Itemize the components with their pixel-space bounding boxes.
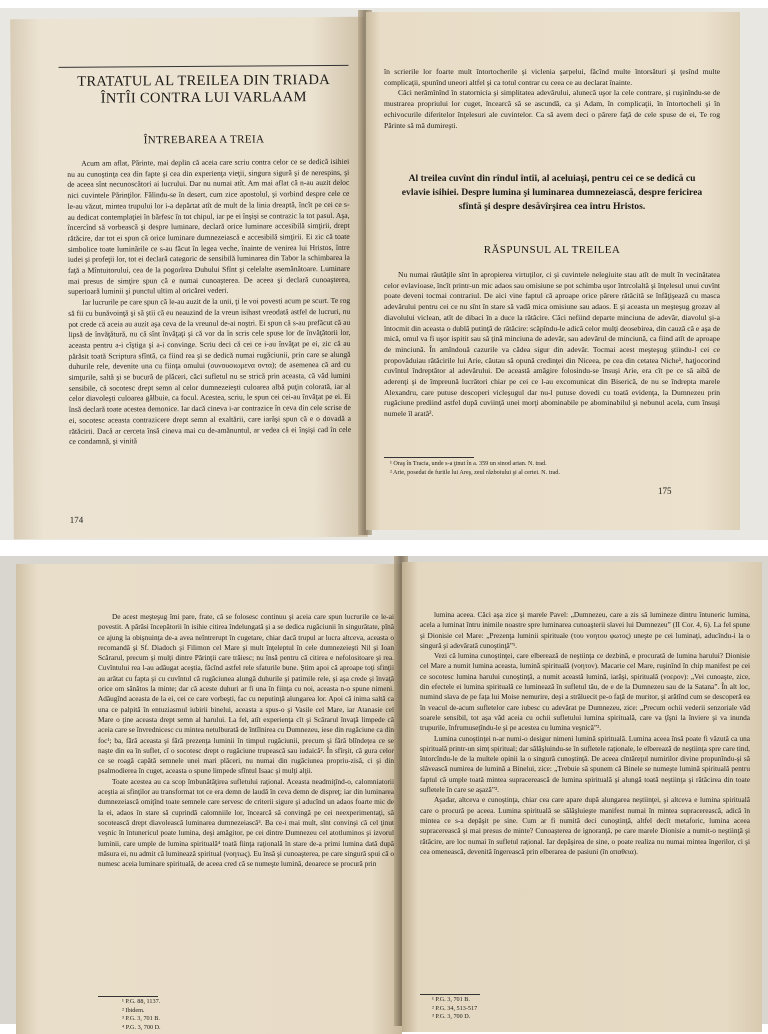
footnote: ⁴ P.G. 3, 700 D. bbox=[122, 1023, 161, 1031]
page-175 bbox=[366, 12, 740, 530]
page-177 bbox=[402, 562, 762, 1032]
page-176 bbox=[16, 564, 402, 1034]
footnote-rule bbox=[420, 994, 480, 995]
body-text bbox=[420, 610, 750, 857]
section-title: RĂSPUNSUL AL TREILEA bbox=[483, 244, 621, 256]
paragraph: Vezi că lumina cunoştinţei, care elberează de neştiinţa ce dezbină, e procurată de lumina harului? Dionisie cel Mare a numit lumina aceasta, lumină spirituală (νοητον). Macarie cel Mare, ruşinînd în chip manifest pe cei ce socotesc lumina harului cunoştinţă, a numit această lumină, iarăşi, spirituală (νοερον): „Vei cunoaşte, zice, din efectele ei lumina spirituală ce luminează în sufletul tău, de e de la Dumnezeu sau de la Satana”. În alt loc, numind slava de pe faţa lui Moise nemurire, deşi a străluecit pe-o faţă de muritor, şi arătînd cum se descoperă ea în veacul de-acum sufletelor care iubesc cu adevărat pe Dumnezeu, zice: „Precum ochii vederii senzoriale văd soarele sensibil, tot aşa văd aceia cu ochii sufletului lumina spirituală, care va ţîşni la înviere şi va inunda trupurile, înfrumuseţîndu-le şi pe acestea cu lumina veşnică”². bbox=[420, 651, 750, 733]
paragraph: Căci nerămînînd în statornicia şi simplitatea adevărului, alunecă uşor la cele contrare, şi ruşinîndu-se de mustrarea propriului lor cuget, încearcă să se ascundă, ca şi Adam, în complicaţii, în întortocheli şi în echivocurile diferitelor înţelesuri ale cuvintelor. Ca să avem deci o părere faţă de cele spuse de ei, Te rog Părinte să mă dumireşti. bbox=[384, 88, 720, 130]
paragraph: Nu numai răutăţile sînt în apropierea virtuţilor, ci şi cuvintele nelegiuite stau atît de mult în vecinătatea celor evlavioase, încît printr-un mic adaos sau omisiune se pot schimba uşor întrcolaltă şi înţelesul unui cuvînt poate deveni tocmai contrariul. De aici vine faptul că aproape orice părere rătăcită se înfăţişează cu masca adevărului pentru cei ce nu sînt în stare să vadă mica omisiune sau adaos. E şi aceasta un meşteşug grozav al diavolului viclean, atît de dibaci în a duce la rătăcire. Căci nefiind departe minciuna de adevăr, diavolul şi-a întocmit din aceasta o dublă putinţă de rătăcire: scăpîndu-le adică celor mulţi deosebirea, din cauză că e aşa de mică, omul va fi uşor ispitit sau să ţină minciuna de adevăr, sau adevărul de minciună, ca fiind atît de aproape de minciună. În amîndouă cazurile va cădea sigur din adevăr. Tocmai acest meşteşug ştiindu-l cei ce propovăduiau rătăcirile lui Arie, căutau să opună credinţei din Niceea, pe cea din cetatea Niche¹, haţjocorind cuvîntul îndreptător al adevărului. De această amăgire folosindu-se însuşi Arie, era cît pe ce să aibă de aderenţi şi de împreună lucrători chiar pe cei ce l-au excomunicat din Biserică, de nu se îndrepta marele Alexandru, care putuse descoperi vicleşugul dar nu-l putuse dovedi cu toată evidenţa, la Dumnezeu prin rugăciune prediind astfel după cuviinţă unei morţi abominabile pe abominabilul şi nebunul acela, cum însuşi numele îl arată². bbox=[384, 270, 720, 419]
title-rule bbox=[59, 65, 349, 68]
footnote: ² Arie, posedat de furiile lui Areş, zeul războiului şi al certei. N. trad. bbox=[390, 468, 560, 476]
footnotes bbox=[426, 996, 626, 1022]
chapter-title: TRATATUL AL TREILEA DIN TRIADA ÎNTÎI CONTRA LUI VARLAAM bbox=[77, 72, 331, 107]
page-174 bbox=[10, 17, 368, 539]
footnotes bbox=[116, 998, 316, 1032]
paragraph: în scrierile lor foarte mult întortocherile şi viclenia şarpelui, făcînd multe întorsături şi ţesînd multe complicaţii, spunînd uneori altfel şi ca totul contrar cu ceea ce au declarat înainte. bbox=[384, 67, 720, 87]
body-text bbox=[67, 157, 351, 448]
footnotes bbox=[384, 460, 720, 477]
body-text-top bbox=[384, 67, 720, 131]
paragraph: Toate acestea au ca scop îmbunătăţirea sufletului raţional. Aceasta neadmiţînd-o, calomniatorii aceştia ai sfinţilor au transformat tot ce era demn de laudă în ceva demn de dispreţ; iar din luminarea dumnezeiască omiţînd toate semnele care servesc de criterii sigure şi aducînd un adaos foarte mic de la ei, adaos în stare să cuprindă calomniile lor, încearcă să convingă pe cei neexperimentaţi, să socotească drept diavolească luminarea dumnezeiască³. Ba ce-i mai mult, sînt convinşi că cel ţinut veşnic în întunericul poate lumina, deşi amăgitor, pe cei dintre Dumnezeu cel atotluminos şi izvorul luminii, care umple de lumina spirituală⁴ toată fiinţa raţională în stare de-a primi lumina dată după măsura ei, nu admit că luminează spiritual (νοητως). Eu însă şi cunoaşterea, pe care singură spui că o numesc aceia luminare spirituală, de aceea cred că se numeşte lumină, deoarece se procură prin bbox=[98, 776, 394, 869]
paragraph: Lumina cunoştinţei n-ar numi-o desigur nimeni lumină spirituală. Lumina aceea însă poate fi văzută ca una spirituală printr-un simţ spiritual; dar sălăşluindu-se în sufletele raţionale, le elberează de neştiinţa spre care tind, întorcîndu-le de la multele opinii la o singură cunoştinţă. De aceea cîntăreţul numirilor divine propunîndu-şi să slăvească numirea de lumină a Binelui, zice: „Trebuie să spunem că Binele se numeşte lumină spirituală pentru faptul că umple toată mintea supracerească de lumina spirituală şi alungă toată neştiinţa şi rătăcirea din toate sufletele în care se aşază”³. bbox=[420, 733, 750, 795]
footnote: ² Ibidem. bbox=[122, 1006, 145, 1014]
page-number: 174 bbox=[69, 514, 84, 525]
footnote: ² P.G. 34, 513-517 bbox=[432, 1004, 478, 1012]
footnote: ¹ P.G. 88, 1137. bbox=[122, 998, 161, 1005]
footnote: ¹ Oraş în Tracia, unde s-a ţinut în a. 359 un sinod arian. N. trad. bbox=[390, 460, 547, 467]
section-title: ÎNTREBAREA A TREIA bbox=[143, 133, 265, 147]
paragraph: De acest meşteşug îmi pare, frate, că se folosesc continuu şi aceia care spun lucrurile ce le-ai povestit. A părăsi începătorii în isihie citirea îndelungată şi a se dedica rugăciunii în singurătate, pînă ce ajung la obişnuinţa de-a avea neîntrerupt în cugetare, chiar dacă trupul ar lucra altceva, aceasta o recomandă şi Sf. Diadoch şi Filimon cel Mare şi mult înţeleptul în cele dumnezeieşti Nil şi Ioan Scărarul, precum şi mulţi dintre Părinţii care trăiesc; nu însă pentru că citirea e nefolositoare şi rea. Cuvîntului rea l-au adăugat aceştia, făcînd astfel rele sfaturile bune. Ştim apoi că aproape toţi sfinţii au arătat cu fapta şi cu cuvîntul că rugăciunea alungă duhurile şi patimile rele, şi aşa crede şi învaţă orice om sănătos la minte; dar că aceste duhuri ar fi una în fiinţa cu noi, aceasta n-o spune nimeni. Adăugînd aceasta de la ei, cei ce care vorbeşti, fac cu neputinţă alungarea lor. Apoi că inima saltă ca una ce palpită în entuziasmul iubirii binelui, aceasta a spus-o şi Vasile cel Mare, iar Atanasie cel Mare o ţine aceasta drept semn al harului. La fel, atît experienţa cît şi Scărarul învaţă limpede că aceia care se învrednicesc cu mintea netulburată de întîlnirea cu Dumnezeu, iese din rugăciune ca din foc¹; ba, fără aceasta şi fără prezenţa luminii în timpul rugăciunii, precum şi fără blîndeţea ce se naşte din ea în suflet, cî o socotesc drept o rugăciune trupească sau iudaică². În sfîrşit, că gura celor ce se roagă capătă semnele unei mari plăceri, nu numai din rugăciunea propriu-zisă, ci şi din psalmodierea în cuget, aceasta o spune limpede sfîntul Isaac şi mulţi alţii. bbox=[98, 612, 394, 776]
footnote-rule bbox=[98, 996, 158, 997]
paragraph: lumina aceea. Căci aşa zice şi marele Pavel: „Dumnezeu, care a zis să lumineze dintru întuneric lumina, acela a luminat întru inimile noastre spre luminarea cunoaşterii slavei lui Dumnezeu” (II Cor. 4, 6). La fel spune şi Dionisie cel Mare: „Prezenţa luminii spirituale (του νοητου φωτος) uneşte pe cei luminaţi, aducîndu-i la o singură şi adevărată cunoştinţă”¹. bbox=[420, 610, 750, 650]
footnote: ¹ P.G. 3, 701 B. bbox=[432, 996, 470, 1003]
paragraph: Iar lucrurile pe care spun că le-au auzit de la unii, ţi le voi povesti acum pe scurt. Te rog să fii cu bunăvoinţă şi să ştii că eu neauzind de la vreun isihast vreodată astfel de lucruri, nu pot crede că aceia au auzit aşa ceva de la vreunul de-ai noştri. Ei spun că s-au prefăcut că au lipsă de învăţătură, nu că sînt învăţaţi şi că vor da în scris cele spuse lor de învăţătorii lor, aceasta pentru a-i cîştiga şi a-i convinge. Scriu deci că cei ce i-au învăţat pe ei, zic că au părăsit toată Scriptura sfîntă, ca fiind rea şi se dedică numai rugăciunii, prin care se alungă duhurile rele, devenite una cu fiinţa omului (συνουσιωμενα οντα); de asemenea că ard cu simţurile, saltă şi se bucură de plăceri, căci sufletul nu se strică prin aceasta, că văd lumini sensibile, că socotesc drept semn al celor dumnezeieşti culoarea albă puţin colorată, iar al celor diavoleşti culoarea gălbuie, ca focul. Acestea, scriu, le spun cei cei-au învăţat pe ei. Ei însă declară toate acestea demonice. Iar dacă cineva i-ar contrazice în ceva din cele scrise de ei, socotesc aceasta contrazicere drept semn al exaltării, care iarăşi spun că e o dovadă a rătăcirii. Dacă ar cerceta însă cineva mai cu de-amănuntul, ar vedea că ei înşişi cad în cele ce condamnă, şi vinită bbox=[68, 296, 352, 447]
footnote: ³ P.G. 3, 700 D. bbox=[432, 1013, 471, 1021]
page-number: 175 bbox=[658, 486, 672, 496]
footnote: ³ P.G. 3, 701 B. bbox=[122, 1015, 160, 1023]
paragraph: Aşadar, altceva e cunoştinţa, chiar cea care apare după alungarea neştiinţei, şi altceva e lumina spirituală care o procură pe aceea. Lumina spirituală se sălăşluieşte manifest numai în mintea supracerească, adică în mintea ce s-a depăşit pe sine. Cum ar fi numită deci cunoştinţă, altfel decît metaforic, lumina aceea supracerească şi mai presus de minte? Cunoaşterea de ignoranţă, pe care marele Dionisie a numit-o neştiinţă şi rătăcire, are loc numai în sufletul raţional. Iar depăşirea de sine, o poate realiza nu numai mintea îngerilor, ci şi cea omenească, devenită îngerească prin elberarea de pasiuni (în απαθεια). bbox=[420, 795, 750, 856]
paragraph: Acum am aflat, Părinte, mai deplin că aceia care scriu contra celor ce se dedică isihiei nu au cunoştinţa cea din fapte şi cea din experienţa vieţii, singura sigură şi de nerespins, şi de aceea sînt necunoscători ai lucrului. Dar nu numai atît. Am mai aflat că n-au auzit deloc nici cuvintele Părinţilor. Fălindu-se în desert, cum zice apostolul, şi vorbind despre cele ce le-au văzut, mintea trupului lor i-a depărtat atît de mult de la linia dreaptă, încît pe cei ce s-au dedicat contemplaţiei în bărfesc în tot chipul, iar pe ei înşişi se contrazic la tot pasul. Aşa, încercînd să vorbească şi despre luminare, declară orice luminare accesibilă simţirii, drept rătăcire, dar tot ei spun că orice luminare dumnezeiască e accesibilă simţirii. Ei zic că toate simbolice toate luminările ce s-au făcut în legea veche, înainte de venirea lui Hristos, între iudei şi profeţii lor, tot ei declară categoric de sensibilă luminarea din Tabor la schimbarea la faţă a Mîntuitorului, cea de la pogorîrea Duhului Sfînt şi celelalte asemănătoare. Luminare mai presus de simţire spun că e numai cunoaşterea. De aceea şi declară cunoaşterea, superioară luminii şi punctul ultim al oricărei vederi. bbox=[67, 156, 351, 297]
body-text bbox=[384, 270, 720, 420]
discourse-heading: Al treilea cuvînt din rîndul întîi, al aceluiaşi, pentru cei ce se dedică cu evlavie isihiei. Despre lumina şi luminarea dumnezeiască, despre fericirea sfîntă şi despre desăvîrşirea cea întru Hristos. bbox=[401, 173, 703, 212]
body-text bbox=[98, 612, 394, 869]
footnote-rule bbox=[384, 457, 474, 458]
